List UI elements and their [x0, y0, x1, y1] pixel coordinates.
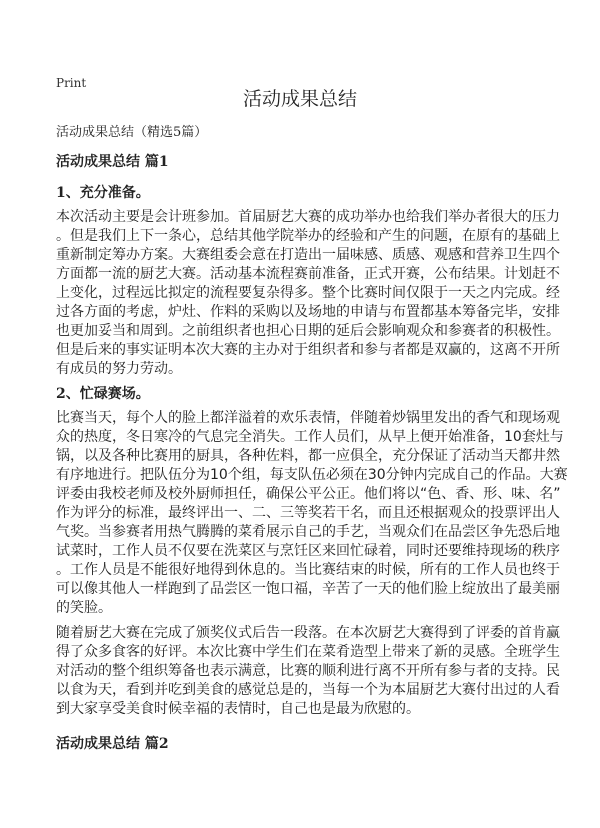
paragraph-line: 方面都一流的厨艺大赛。活动基本流程赛前准备，正式开赛，公布结果。计划赶不 — [56, 266, 560, 282]
paragraph-line: 众的热度，冬日寒冷的气息完全消失。工作人员们，从早上便开始准备，10套灶与 — [56, 429, 564, 445]
page-title: 活动成果总结 — [242, 88, 357, 110]
part1-heading: 1、充分准备。 — [56, 185, 150, 201]
paragraph-line: 上变化，过程远比拟定的流程要复杂得多。整个比赛时间仅限于一天之内完成。经 — [56, 285, 560, 301]
paragraph-line: 锅，以及各种比赛用的厨具，各种佐料，都一应俱全，充分保证了活动当天都井然 — [56, 448, 560, 464]
paragraph-line: 本次活动主要是会计班参加。首届厨艺大赛的成功举办也给我们举办者很大的压力 — [56, 209, 560, 225]
paragraph-line: 。但是我们上下一条心，总结其他学院举办的经验和产生的问题，在原有的基础上 — [56, 228, 560, 244]
paragraph-line: 有成员的努力劳动。 — [56, 361, 182, 377]
paragraph-line: 重新制定筹办方案。大赛组委会意在打造出一届味感、质感、观感和营养卫生四个 — [56, 247, 560, 263]
part2-paragraph — [56, 409, 568, 618]
subtitle: 活动成果总结（精选5篇） — [56, 125, 208, 140]
paragraph-line: 过各方面的考虑，炉灶、作料的采购以及场地的申请与布置都基本筹备完毕，安排 — [56, 304, 560, 320]
paragraph-line: 。工作人员是不能很好地得到休息的。当比赛结束的时候，所有的工作人员也终于 — [56, 562, 560, 578]
section2-heading: 活动成果总结 篇2 — [56, 736, 169, 752]
paragraph-line: 比赛当天，每个人的脸上都洋溢着的欢乐表情，伴随着炒锅里发出的香气和现场观 — [56, 410, 560, 426]
section1-heading: 活动成果总结 篇1 — [56, 154, 169, 170]
paragraph-line: 得了众多食客的好评。本次比赛中学生们在菜肴造型上带来了新的灵感。全班学生 — [56, 644, 560, 660]
paragraph-line: 以食为天，看到并吃到美食的感觉总是的，当每一个为本届厨艺大赛付出过的人看 — [56, 682, 560, 698]
paragraph-line: 但是后来的事实证明本次大赛的主办对于组织者和参与者都是双赢的，这离不开所 — [56, 342, 560, 358]
part1-paragraph — [56, 208, 560, 379]
print-link[interactable]: Print — [56, 76, 87, 90]
part2-heading: 2、忙碌赛场。 — [56, 386, 150, 402]
paragraph-line: 气奖。当参赛者用热气腾腾的菜肴展示自己的手艺，当观众们在品尝区争先恐后地 — [56, 524, 560, 540]
paragraph-line: 作为评分的标准，最终评出一、二、三等奖若干名，而且还根据观众的投票评出人 — [56, 505, 560, 521]
paragraph-line: 的笑脸。 — [56, 600, 112, 616]
paragraph-line: 到大家享受美食时候幸福的表情时，自己也是最为欣慰的。 — [56, 701, 420, 717]
paragraph-line: 试菜时，工作人员不仅要在洗菜区与烹饪区来回忙碌着，同时还要维持现场的秩序 — [56, 543, 560, 559]
paragraph-line: 有序地进行。把队伍分为10个组，每支队伍必须在30分钟内完成自己的作品。大赛 — [56, 467, 568, 483]
paragraph-line: 对活动的整个组织筹备也表示满意，比赛的顺利进行离不开所有参与者的支持。民 — [56, 663, 560, 679]
paragraph-line: 可以像其他人一样跑到了品尝区一饱口福，辛苦了一天的他们脸上绽放出了最美丽 — [56, 581, 560, 597]
paragraph-line: 随着厨艺大赛在完成了颁奖仪式后告一段落。在本次厨艺大赛得到了评委的首肯赢 — [56, 625, 560, 641]
part3-paragraph — [56, 624, 560, 719]
paragraph-line: 也更加妥当和周到。之前组织者也担心日期的延后会影响观众和参赛者的积极性。 — [56, 323, 560, 339]
paragraph-line: 评委由我校老师及校外厨师担任，确保公平公正。他们将以“色、香、形、味、名” — [56, 486, 561, 502]
